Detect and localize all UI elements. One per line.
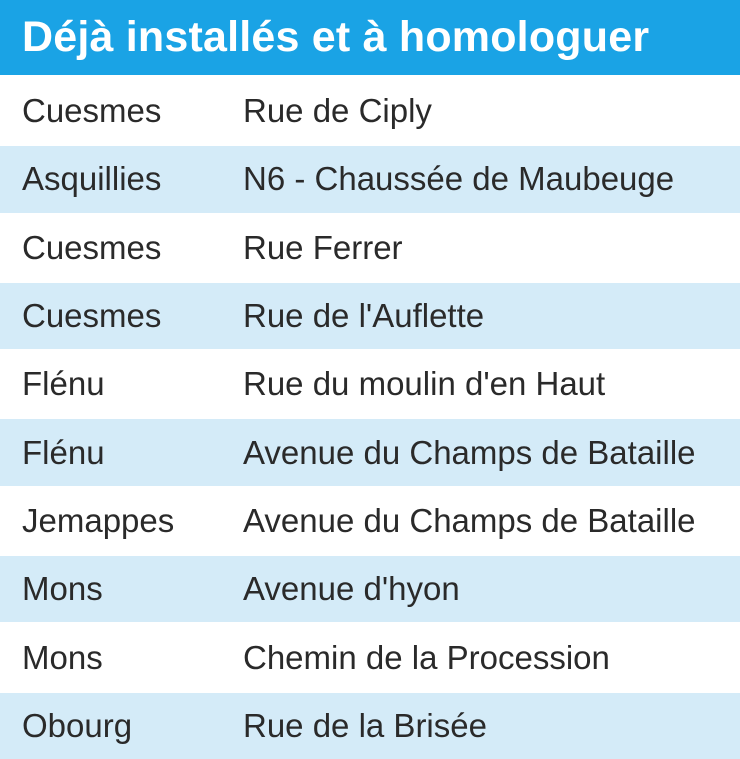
city-cell: Jemappes (22, 501, 175, 539)
street-cell: Rue Ferrer (243, 228, 403, 266)
table-row (0, 624, 740, 692)
table-row (0, 488, 740, 556)
street-cell: N6 - Chaussée de Maubeuge (243, 160, 675, 198)
street-cell: Rue de la Brisée (243, 706, 487, 744)
street-cell: Rue de l'Auflette (243, 297, 485, 335)
street-cell: Rue de Ciply (243, 92, 432, 130)
city-cell: Flénu (22, 365, 105, 403)
street-cell: Rue du moulin d'en Haut (243, 365, 606, 403)
city-cell: Asquillies (22, 160, 162, 198)
city-cell: Mons (22, 570, 103, 608)
city-cell: Cuesmes (22, 92, 162, 130)
table-header (0, 0, 740, 78)
table-row (0, 78, 740, 146)
street-cell: Avenue du Champs de Bataille (243, 501, 696, 539)
table-row (0, 146, 740, 214)
street-cell: Chemin de la Procession (243, 638, 610, 676)
table-row (0, 351, 740, 419)
city-cell: Cuesmes (22, 297, 162, 335)
table-row (0, 419, 740, 487)
table-row (0, 693, 740, 759)
city-cell: Cuesmes (22, 228, 162, 266)
table-row (0, 283, 740, 351)
city-cell: Obourg (22, 706, 133, 744)
street-cell: Avenue d'hyon (243, 570, 460, 608)
table-row (0, 215, 740, 283)
street-cell: Avenue du Champs de Bataille (243, 433, 696, 471)
table-row (0, 556, 740, 624)
city-cell: Flénu (22, 433, 105, 471)
table-body (0, 78, 740, 759)
table-title: Déjà installés et à homologuer (22, 13, 650, 61)
city-cell: Mons (22, 638, 103, 676)
